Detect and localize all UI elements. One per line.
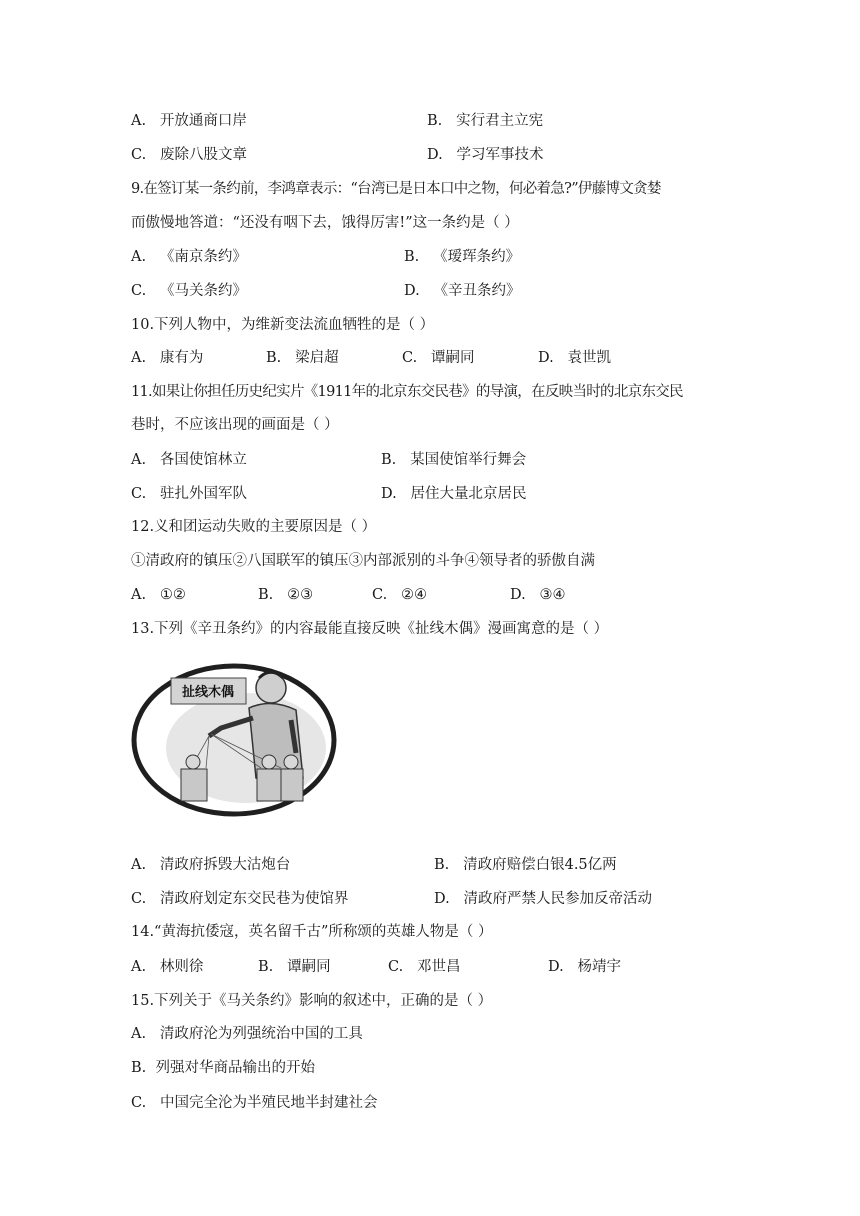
q13-option-a: A. 清政府拆毁大沽炮台 bbox=[131, 857, 291, 873]
q9-option-c: C. 《马关条约》 bbox=[131, 283, 248, 299]
q13-option-d: D. 清政府严禁人民参加反帝活动 bbox=[434, 891, 653, 907]
q11-option-c: C. 驻扎外国军队 bbox=[131, 486, 248, 502]
q11-option-b: B. 某国使馆举行舞会 bbox=[381, 452, 527, 468]
q12-statements: ①清政府的镇压②八国联军的镇压③内部派别的斗争④领导者的骄傲自满 bbox=[131, 553, 595, 569]
q8-option-d: D. 学习军事技术 bbox=[427, 147, 544, 163]
q9-stem-line1: 9.在签订某一条约前，李鸿章表示：“台湾已是日本口中之物，何必着急?”伊藤博文贪婪 bbox=[131, 181, 661, 197]
q14-stem: 14.“黄海抗倭寇，英名留千古”所称颂的英雄人物是（ ） bbox=[131, 924, 493, 940]
q14-option-a: A. 林则徐 bbox=[131, 959, 204, 975]
q13-option-b: B. 清政府赔偿白银4.5亿两 bbox=[434, 857, 617, 873]
q8-option-c: C. 废除八股文章 bbox=[131, 147, 248, 163]
q10-option-a: A. 康有为 bbox=[131, 350, 204, 366]
q14-option-d: D. 杨靖宇 bbox=[548, 959, 622, 975]
q9-option-b: B. 《瑷珲条约》 bbox=[404, 249, 521, 265]
q12-stem: 12.义和团运动失败的主要原因是（ ） bbox=[131, 519, 377, 535]
q11-stem-line1: 11.如果让你担任历史纪实片《1911年的北京东交民巷》的导演，在反映当时的北京东交民 bbox=[131, 384, 683, 400]
q8-option-b: B. 实行君主立宪 bbox=[427, 113, 544, 129]
q12-option-b: B. ②③ bbox=[258, 587, 314, 603]
q11-stem-line2: 巷时，不应该出现的画面是（ ） bbox=[131, 417, 339, 433]
puppet-cartoon-image bbox=[131, 658, 341, 818]
q9-option-d: D. 《辛丑条约》 bbox=[404, 283, 521, 299]
q10-option-c: C. 谭嗣同 bbox=[402, 350, 475, 366]
q12-option-a: A. ①② bbox=[131, 587, 186, 603]
q10-stem: 10.下列人物中，为维新变法流血牺牲的是（ ） bbox=[131, 317, 435, 333]
q14-option-b: B. 谭嗣同 bbox=[258, 959, 331, 975]
q10-option-b: B. 梁启超 bbox=[266, 350, 339, 366]
q14-option-c: C. 邓世昌 bbox=[388, 959, 461, 975]
q9-stem-line2: 而傲慢地答道：“还没有咽下去，饿得厉害!”这一条约是（ ） bbox=[131, 215, 519, 231]
cartoon-title: 扯线木偶 bbox=[181, 685, 235, 700]
q11-option-a: A. 各国使馆林立 bbox=[131, 452, 247, 468]
q12-option-c: C. ②④ bbox=[372, 587, 428, 603]
q15-stem: 15.下列关于《马关条约》影响的叙述中，正确的是（ ） bbox=[131, 993, 493, 1009]
q12-option-d: D. ③④ bbox=[510, 587, 566, 603]
q15-option-b: B. 列强对华商品输出的开始 bbox=[131, 1060, 315, 1076]
q13-option-c: C. 清政府划定东交民巷为使馆界 bbox=[131, 891, 349, 907]
q13-stem: 13.下列《辛丑条约》的内容最能直接反映《扯线木偶》漫画寓意的是（ ） bbox=[131, 621, 609, 637]
q10-option-d: D. 袁世凯 bbox=[538, 350, 612, 366]
q11-option-d: D. 居住大量北京居民 bbox=[381, 486, 527, 502]
q15-option-a: A. 清政府沦为列强统治中国的工具 bbox=[131, 1026, 363, 1042]
q8-option-a: A. 开放通商口岸 bbox=[131, 113, 247, 129]
q15-option-c: C. 中国完全沦为半殖民地半封建社会 bbox=[131, 1095, 378, 1111]
q9-option-a: A. 《南京条约》 bbox=[131, 249, 247, 265]
